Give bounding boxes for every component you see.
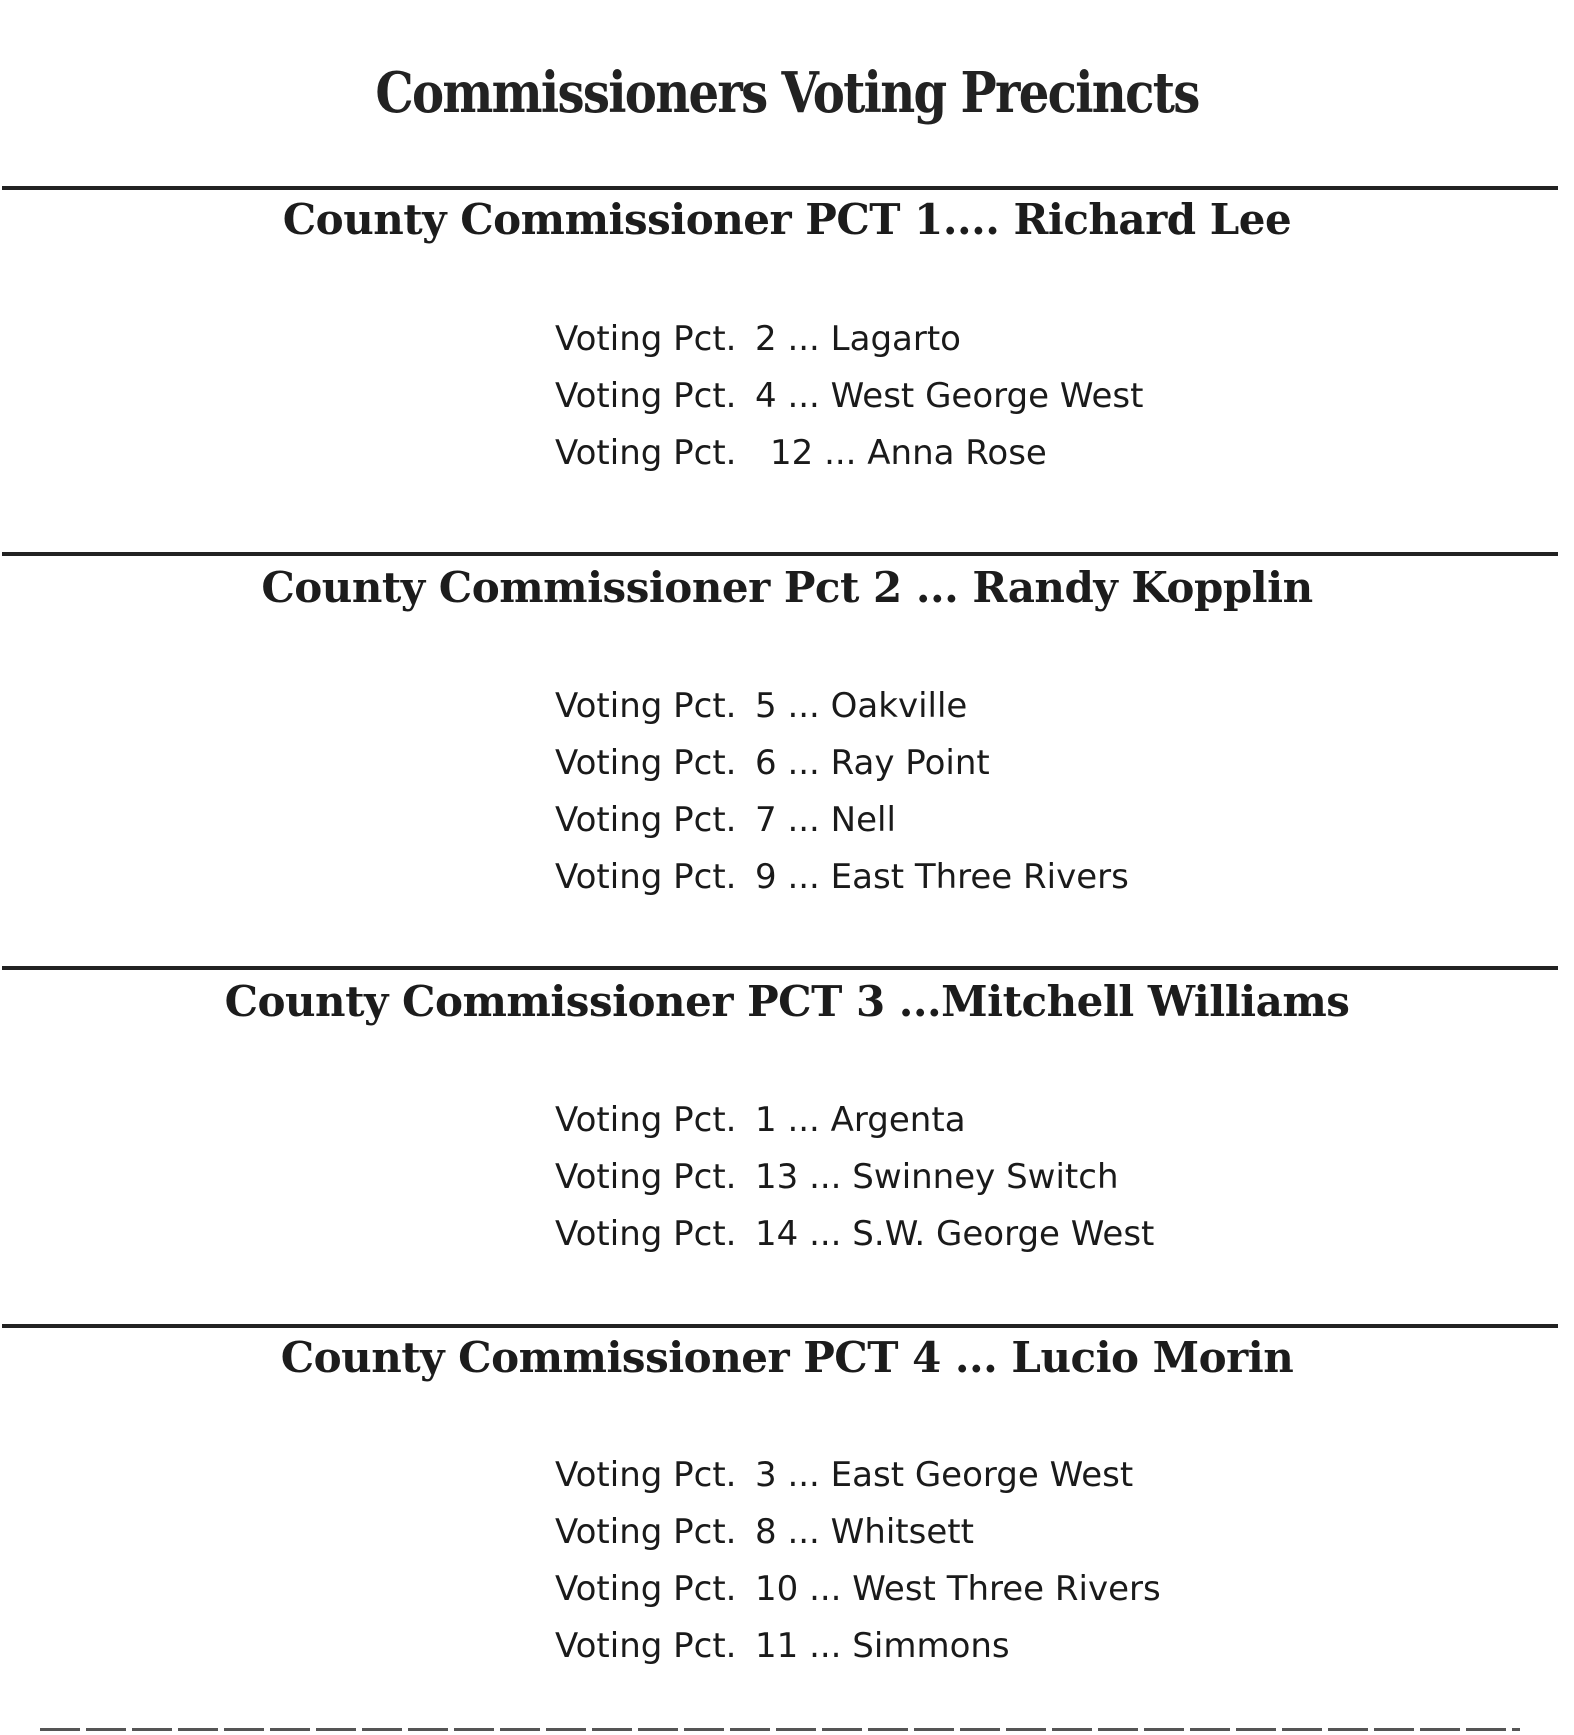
section-heading: County Commissioner Pct 2 ... Randy Kopplin (261, 563, 1313, 612)
precinct-entry: 13 ... Swinney Switch (755, 1157, 1119, 1197)
precinct-entry: 2 ... Lagarto (755, 319, 961, 359)
precinct-row (555, 1561, 1355, 1618)
precinct-row (555, 1504, 1355, 1561)
section-divider (2, 552, 1558, 556)
precinct-row (555, 1149, 1355, 1206)
precinct-row (555, 368, 1355, 425)
precinct-entry: 11 ... Simmons (755, 1626, 1010, 1666)
precinct-label: Voting Pct. (555, 1157, 737, 1197)
section-heading: County Commissioner PCT 3 ...Mitchell Williams (224, 977, 1350, 1026)
precinct-row (555, 792, 1355, 849)
precinct-label: Voting Pct. (555, 1626, 737, 1666)
precinct-row (555, 1447, 1355, 1504)
precinct-row (555, 1092, 1355, 1149)
precinct-label: Voting Pct. (555, 1569, 737, 1609)
precinct-list (555, 678, 1355, 906)
precinct-row (555, 425, 1355, 482)
precinct-label: Voting Pct. (555, 433, 737, 473)
precinct-entry: 12 ... Anna Rose (770, 433, 1047, 473)
precinct-label: Voting Pct. (555, 1214, 737, 1254)
precinct-label: Voting Pct. (555, 800, 737, 840)
precinct-row (555, 849, 1355, 906)
section-divider (2, 966, 1558, 970)
precinct-row (555, 735, 1355, 792)
precinct-row (555, 1618, 1355, 1675)
precinct-row (555, 678, 1355, 735)
precinct-entry: 1 ... Argenta (755, 1100, 966, 1140)
precinct-entry: 7 ... Nell (755, 800, 896, 840)
precinct-list (555, 1092, 1355, 1263)
bottom-divider (40, 1728, 1520, 1731)
precinct-label: Voting Pct. (555, 743, 737, 783)
precinct-label: Voting Pct. (555, 1512, 737, 1552)
precinct-entry: 8 ... Whitsett (755, 1512, 974, 1552)
precinct-entry: 14 ... S.W. George West (755, 1214, 1155, 1254)
precinct-label: Voting Pct. (555, 319, 737, 359)
precinct-entry: 4 ... West George West (755, 376, 1144, 416)
precinct-entry: 9 ... East Three Rivers (755, 857, 1129, 897)
precinct-row (555, 311, 1355, 368)
precinct-label: Voting Pct. (555, 857, 737, 897)
precinct-entry: 10 ... West Three Rivers (755, 1569, 1161, 1609)
precinct-entry: 5 ... Oakville (755, 686, 968, 726)
precinct-label: Voting Pct. (555, 376, 737, 416)
section-divider (2, 186, 1558, 190)
precinct-label: Voting Pct. (555, 1455, 737, 1495)
precinct-entry: 6 ... Ray Point (755, 743, 990, 783)
section-divider (2, 1324, 1558, 1328)
page-title: Commissioners Voting Precincts (375, 60, 1199, 126)
precinct-entry: 3 ... East George West (755, 1455, 1134, 1495)
section-heading: County Commissioner PCT 4 ... Lucio Morin (280, 1333, 1294, 1382)
precinct-label: Voting Pct. (555, 686, 737, 726)
section-heading: County Commissioner PCT 1.... Richard Lee (282, 195, 1292, 244)
precinct-list (555, 1447, 1355, 1675)
precinct-row (555, 1206, 1355, 1263)
precinct-label: Voting Pct. (555, 1100, 737, 1140)
precinct-list (555, 311, 1355, 482)
